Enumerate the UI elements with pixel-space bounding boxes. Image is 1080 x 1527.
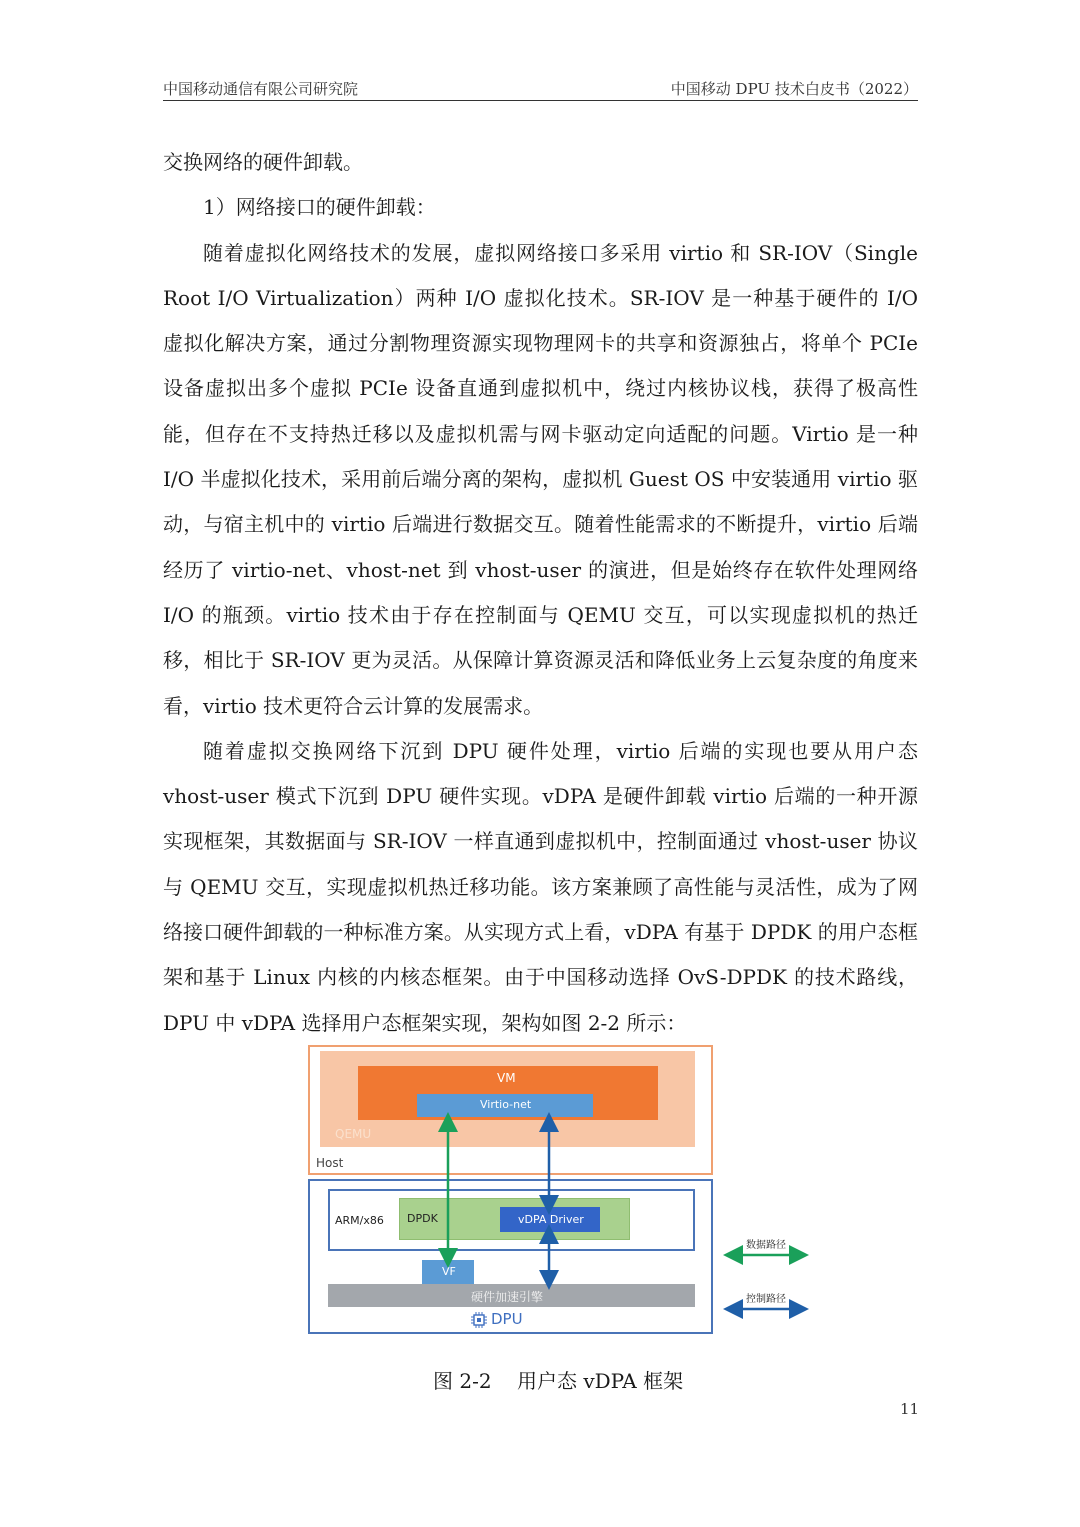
page-header — [163, 78, 918, 101]
dpu-label: DPU — [491, 1310, 523, 1328]
vm-label: VM — [497, 1071, 516, 1085]
qemu-label: QEMU — [335, 1127, 372, 1141]
section-heading: 1）网络接口的硬件卸载： — [203, 195, 436, 220]
legend-control-path-label: 控制路径 — [746, 1294, 786, 1305]
vf-label: VF — [442, 1265, 456, 1278]
host-label: Host — [316, 1156, 344, 1170]
header-organization: 中国移动通信有限公司研究院 — [163, 80, 359, 98]
arm-x86-label: ARM/x86 — [335, 1214, 384, 1227]
virtio-net-label: Virtio-net — [480, 1098, 532, 1111]
paragraph: 交换网络的硬件卸载。 — [163, 150, 363, 174]
page-number: 11 — [900, 1400, 920, 1418]
body-text — [163, 140, 918, 1046]
vdpa-driver-label: vDPA Driver — [518, 1213, 584, 1226]
hardware-accel-engine-label: 硬件加速引擎 — [471, 1290, 544, 1304]
header-document-title: 中国移动 DPU 技术白皮书（2022） — [670, 80, 918, 98]
vdpa-architecture-diagram — [305, 1043, 825, 1343]
paragraph: 随着虚拟化网络技术的发展，虚拟网络接口多采用 virtio 和 SR-IOV（Single Root I/O Virtualization）两种 I/O 虚拟化技术。SR-IOV 是一种基于硬件的 I/O 虚拟化解决方案，通过分割物理资源实现物理网卡的共享和资源独占，将单个 PCIe 设备虚拟出多个虚拟 PCIe 设备直通到虚拟机中，绕过内核协议栈，获得了极高性能，但存在不支持热迁移以及虚拟机需与网卡驱动定向适配的问题。Virtio 是一种 I/O 半虚拟化技术，采用前后端分离的架构，虚拟机 Guest OS 中安装通用 virtio 驱动，与宿主机中的 virtio 后端进行数据交互。随着性能需求的不断提升，virtio 后端经历了 virtio-net、vhost-net 到 vhost-user 的演进，但是始终存在软件处理网络 I/O 的瓶颈。virtio 技术由于存在控制面与 QEMU 交互，可以实现虚拟机的热迁移，相比于 SR-IOV 更为灵活。从保障计算资源灵活和降低业务上云复杂度的角度来看，virtio 技术更符合云计算的发展需求。 — [163, 240, 918, 718]
paragraph: 随着虚拟交换网络下沉到 DPU 硬件处理，virtio 后端的实现也要从用户态 vhost-user 模式下沉到 DPU 硬件实现。vDPA 是硬件卸载 virtio 后端的一种开源实现框架，其数据面与 SR-IOV 一样直通到虚拟机中，控制面通过 vhost-user 协议与 QEMU 交互，实现虚拟机热迁移功能。该方案兼顾了高性能与灵活性，成为了网络接口硬件卸载的一种标准方案。从实现方式上看，vDPA 有基于 DPDK 的用户态框架和基于 Linux 内核的内核态框架。由于中国移动选择 OvS-DPDK 的技术路线，DPU 中 vDPA 选择用户态框架实现，架构如图 2-2 所示： — [163, 738, 918, 1035]
dpdk-label: DPDK — [407, 1212, 438, 1225]
legend-data-path-label: 数据路径 — [746, 1240, 786, 1251]
figure-caption: 图 2-2 用户态 vDPA 框架 — [433, 1369, 684, 1393]
